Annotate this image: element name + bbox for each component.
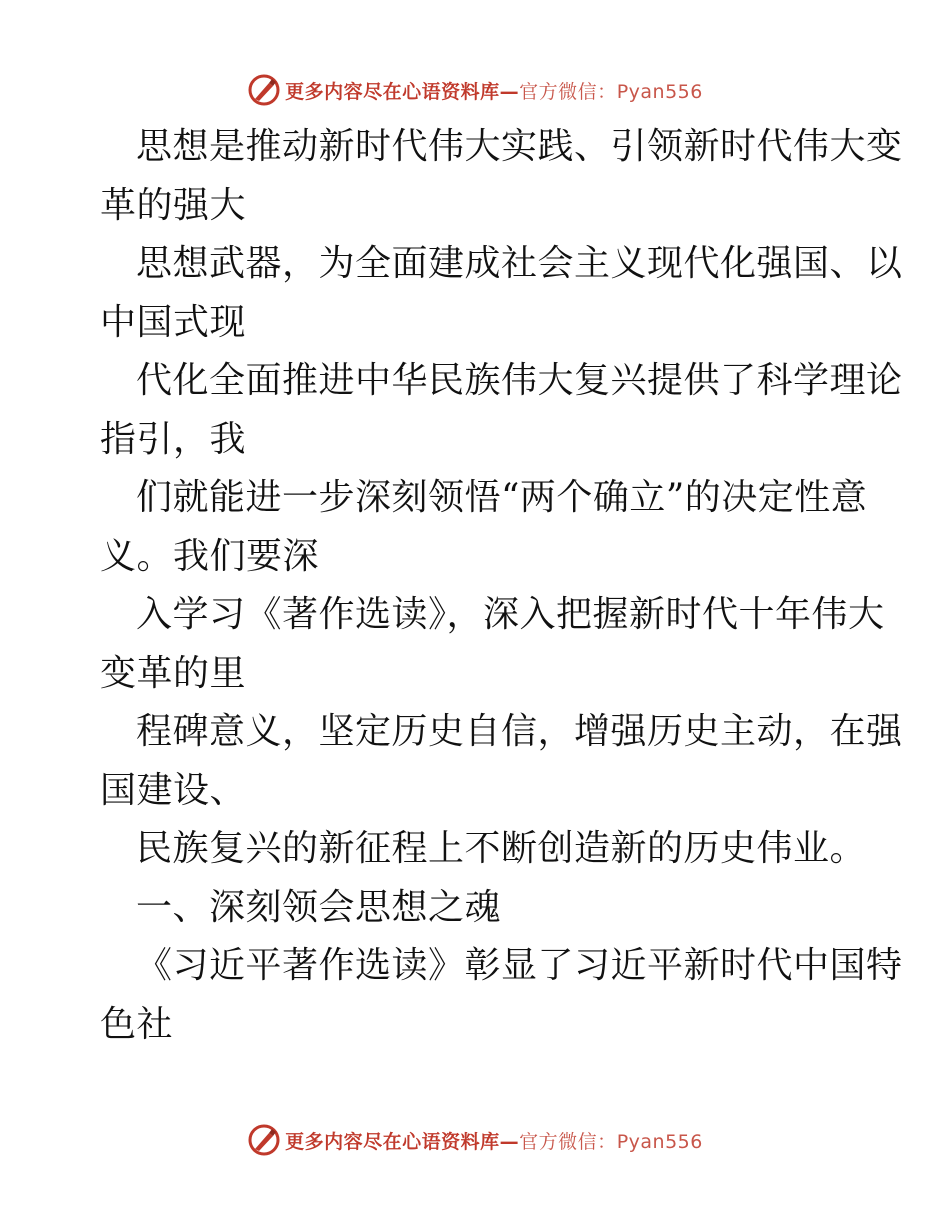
header-banner — [0, 70, 950, 110]
body-line: 《习近平著作选读》彰显了习近平新时代中国特 — [136, 945, 903, 986]
body-line: 中国式现 — [100, 301, 247, 343]
body-line: 思想是推动新时代伟大实践、引领新时代伟大变 — [136, 126, 903, 167]
body-line: 义。我们要深 — [100, 535, 320, 577]
body-line: 色社 — [100, 1003, 174, 1045]
document-body — [100, 118, 903, 1054]
body-line: 革的强大 — [100, 184, 247, 226]
body-line: 思想武器，为全面建成社会主义现代化强国、以 — [136, 243, 903, 284]
body-line: 程碑意义，坚定历史自信，增强历史主动，在强 — [136, 711, 903, 752]
section-heading: 一、深刻领会思想之魂 — [136, 886, 502, 928]
body-line: 变革的里 — [100, 652, 247, 694]
pen-in-circle-icon — [247, 1123, 281, 1157]
body-line: 国建设、 — [100, 769, 247, 811]
footer-banner — [0, 1120, 950, 1160]
footer-banner-text: 更多内容尽在心语资料库—官方微信：Pyan556 — [285, 1130, 703, 1153]
body-line: 指引，我 — [100, 418, 247, 460]
body-line: 们就能进一步深刻领悟“两个确立”的决定性意 — [136, 477, 868, 518]
body-line: 民族复兴的新征程上不断创造新的历史伟业。 — [136, 828, 867, 869]
body-line: 入学习《著作选读》，深入把握新时代十年伟大 — [136, 594, 885, 635]
pen-in-circle-icon — [247, 73, 281, 107]
header-banner-text: 更多内容尽在心语资料库—官方微信：Pyan556 — [285, 80, 703, 103]
body-line: 代化全面推进中华民族伟大复兴提供了科学理论 — [136, 360, 903, 401]
